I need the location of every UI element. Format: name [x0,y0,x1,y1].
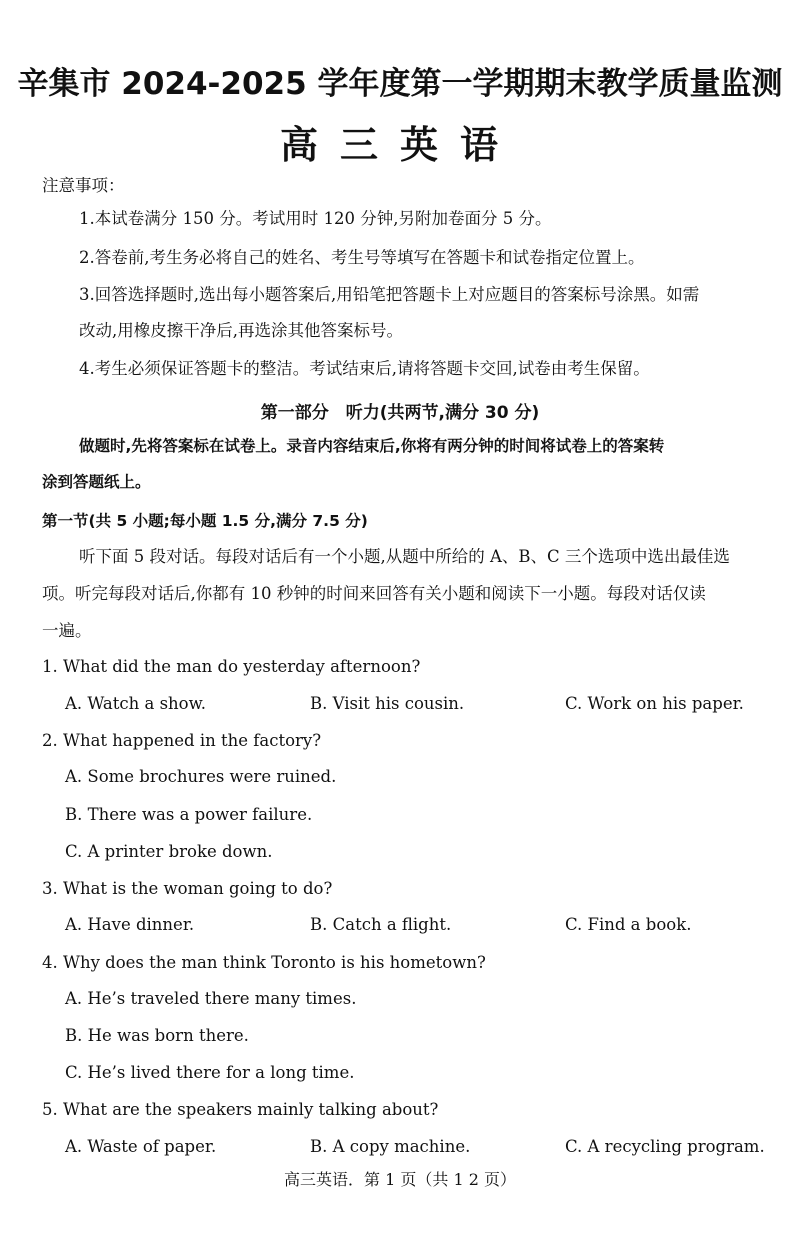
question-option: A. He’s traveled there many times. [65,989,357,1008]
question-option: C. A recycling program. [565,1137,765,1156]
section-one-heading: 第一节(共 5 小题;每小题 1.5 分,满分 7.5 分) [42,512,368,530]
question-option: C. He’s lived there for a long time. [65,1063,355,1082]
question-option: B. Catch a flight. [310,915,452,934]
note-item-1: 1.本试卷满分 150 分。考试用时 120 分钟,另附加卷面分 5 分。 [79,209,552,228]
question-option: C. Find a book. [565,915,692,934]
question-stem: 3. What is the woman going to do? [42,879,333,898]
question-option: C. A printer broke down. [65,842,273,861]
question-option: A. Watch a show. [65,694,207,713]
part-one-title: 第一部分 听力(共两节,满分 30 分) [260,403,540,423]
question-option: B. A copy machine. [310,1137,471,1156]
question-option: B. He was born there. [65,1026,249,1045]
part-one-instruction-continued: 涂到答题纸上。 [42,473,151,491]
part-one-instruction: 做题时,先将答案标在试卷上。录音内容结束后,你将有两分钟的时间将试卷上的答案转 [79,437,665,455]
section-one-directions-line2: 项。听完每段对话后,你都有 10 秒钟的时间来回答有关小题和阅读下一小题。每段对话仅读 [42,584,706,603]
question-option: A. Waste of paper. [65,1137,217,1156]
page-footer: 高三英语．第 1 页（共 1 2 页） [284,1170,516,1189]
exam-title: 辛集市 2024-2025 学年度第一学期期末教学质量监测 [17,66,783,102]
note-item-2: 2.答卷前,考生务必将自己的姓名、考生号等填写在答题卡和试卷指定位置上。 [79,248,645,267]
note-item-4: 4.考生必须保证答题卡的整洁。考试结束后,请将答题卡交回,试卷由考生保留。 [79,359,650,378]
note-item-3: 3.回答选择题时,选出每小题答案后,用铅笔把答题卡上对应题目的答案标号涂黑。如需 [79,285,700,304]
notes-heading: 注意事项： [42,176,125,195]
question-option: A. Some brochures were ruined. [65,767,337,786]
question-stem: 1. What did the man do yesterday afternoon? [42,657,421,676]
question-option: B. There was a power failure. [65,805,313,824]
section-one-directions: 听下面 5 段对话。每段对话后有一个小题,从题中所给的 A、B、C 三个选项中选出最佳选 [79,547,730,566]
note-item-3-continued: 改动,用橡皮擦干净后,再选涂其他答案标号。 [79,321,403,340]
question-stem: 2. What happened in the factory? [42,731,322,750]
question-option: A. Have dinner. [65,915,195,934]
question-stem: 5. What are the speakers mainly talking about? [42,1100,439,1119]
question-option: B. Visit his cousin. [310,694,465,713]
section-one-directions-line3: 一遍。 [42,621,92,640]
question-stem: 4. Why does the man think Toronto is his hometown? [42,953,486,972]
question-option: C. Work on his paper. [565,694,744,713]
exam-subject-title: 高三英语 [279,123,520,167]
